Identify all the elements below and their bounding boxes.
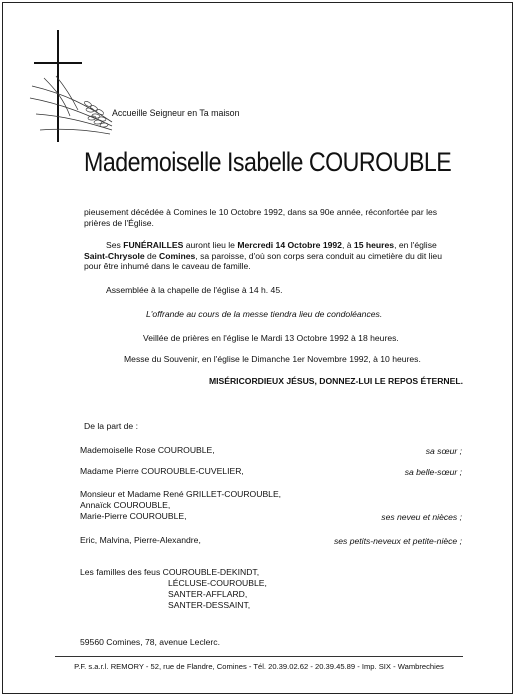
from-label: De la part de : (84, 421, 138, 431)
funerals-line-3: pour être inhumé dans le caveau de famille. (84, 261, 251, 272)
funerals-text: , en l'église (394, 240, 437, 250)
prayer-text: MISÉRICORDIEUX JÉSUS, DONNEZ-LUI LE REPOS ÉTERNEL. (208, 376, 463, 386)
funerals-text: de (144, 250, 159, 261)
family-relation: sa sœur ; (425, 446, 462, 456)
funerals-paragraph (84, 240, 464, 272)
intro-paragraph (84, 207, 464, 228)
intro-line-2: prières de l'Église. (84, 217, 154, 228)
footer-divider (55, 656, 463, 657)
vigil-text: Veillée de prières en l'église le Mardi 13 Octobre 1992 à 18 heures. (143, 333, 399, 343)
printer-footer: P.F. s.a.r.l. REMORY - 52, rue de Flandre, Comines - Tél. 20.39.02.62 - 20.39.45.89 - Imp. SIX - Wambrechies (74, 662, 444, 671)
funerals-text: , à (341, 240, 354, 250)
assembly-text: Assemblée à la chapelle de l'église à 14 h. 45. (106, 285, 283, 295)
family-relation: ses neveu et nièces ; (381, 512, 462, 522)
home-address: 59560 Comines, 78, avenue Leclerc. (80, 637, 220, 647)
families-line: Les familles des feus COUROUBLE-DEKINDT, (80, 567, 260, 577)
funerals-line-1 (84, 240, 464, 251)
family-relation: ses petits-neveux et petite-nièce ; (333, 536, 462, 546)
family-member-name: Mademoiselle Rose COUROUBLE, (80, 445, 215, 455)
family-member-name: Madame Pierre COUROUBLE-CUVELIER, (80, 466, 244, 476)
funeral-time: 15 heures (353, 240, 395, 250)
intro-line-1: pieusement décédée à Comines le 10 Octobre 1992, dans sa 90e année, réconfortée par les (84, 207, 438, 217)
family-member-name: Marie-Pierre COUROUBLE, (80, 511, 187, 521)
family-member-name: Monsieur et Madame René GRILLET-COUROUBLE, (80, 489, 282, 499)
town-name: Comines (159, 250, 196, 261)
families-line: LÉCLUSE-COUROUBLE, (168, 578, 267, 588)
family-relation: sa belle-sœur ; (404, 467, 462, 477)
funerals-heading: FUNÉRAILLES (123, 240, 184, 250)
deceased-name: Mademoiselle Isabelle COUROUBLE (84, 147, 452, 177)
funerals-line-2 (84, 251, 464, 262)
church-name: Saint-Chrysole (84, 250, 145, 261)
cross-and-wheat-icon (26, 26, 116, 146)
funeral-date: Mercredi 14 Octobre 1992 (237, 240, 342, 250)
family-member-name: Annaïck COUROUBLE, (80, 500, 171, 510)
families-line: SANTER-AFFLARD, (168, 589, 248, 599)
funerals-text: Ses (106, 240, 124, 250)
offering-text: L'offrande au cours de la messe tiendra lieu de condoléances. (146, 309, 383, 319)
family-member-name: Eric, Malvina, Pierre-Alexandre, (80, 535, 201, 545)
families-line: SANTER-DESSAINT, (168, 600, 251, 610)
memorial-mass-text: Messe du Souvenir, en l'église le Dimanche 1er Novembre 1992, à 10 heures. (124, 354, 421, 364)
funerals-text: auront lieu le (183, 240, 238, 250)
greeting: Accueille Seigneur en Ta maison (112, 108, 240, 118)
funerals-text: , sa paroisse, d'où son corps sera conduit au cimetière du dit lieu (195, 250, 442, 261)
